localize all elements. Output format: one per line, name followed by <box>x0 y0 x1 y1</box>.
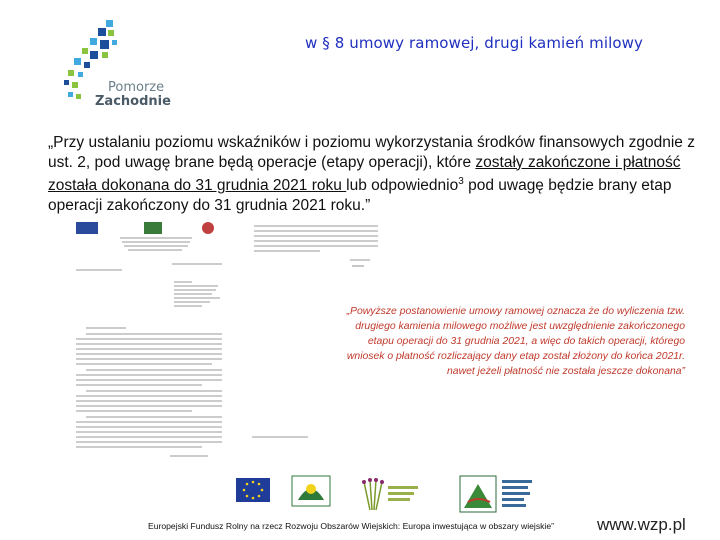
eu-flag-logo <box>236 478 270 502</box>
krajowa-siec-obszarow-wiejskich-logo <box>362 478 418 510</box>
logo-text-bottom: Zachodnie <box>95 94 171 109</box>
prow-2014-2020-logo <box>460 476 532 512</box>
quote-underlined-text: zostały zakończone i płatność została dokonana do 31 grudnia 2021 roku <box>48 153 681 195</box>
footer-logos <box>232 472 562 518</box>
leader-logo <box>292 476 330 506</box>
footnote-marker: 3 <box>458 176 464 187</box>
quote-text-2: lub odpowiednio <box>346 177 459 195</box>
quote-paragraph <box>48 133 700 215</box>
prow-mini-icon <box>144 222 162 234</box>
footer-funding-text: Europejski Fundusz Rolny na rzecz Rozwoju Obszarów Wiejskich: Europa inwestująca w obszary wiejskie” <box>148 521 554 531</box>
website-link[interactable]: www.wzp.pl <box>597 515 686 534</box>
slide-title: w § 8 umowy ramowej, drugi kamień milowy <box>305 34 643 52</box>
document-thumbnail-fragment <box>250 222 380 272</box>
logo-text-top: Pomorze <box>108 80 165 95</box>
document-thumbnail-letter <box>62 218 232 463</box>
eu-flag-mini-icon <box>76 222 98 234</box>
quote-text-3: pod uwagę będzie brany etap operacji zakończony do 31 grudnia 2021 roku.” <box>48 177 672 214</box>
quote-text-1: „Przy ustalaniu poziomu wskaźników i poziomu wykorzystania środków finansowych zgodnie z ust. 2, pod uwagę brane będą operacje (etapy operacji), które <box>48 134 695 171</box>
emblem-mini-icon <box>202 222 214 234</box>
callout-text: „Powyższe postanowienie umowy ramowej oznacza że do wyliczenia tzw. drugiego kamienia milowego możliwe jest uwzględnienie zakończonego etapu operacji do 31 grudnia 2021, a więc do takich operacji, którego wniosek o płatność rozliczający dany etap został złożony do końca 2021r. nawet jeżeli płatność nie została jeszcze dokonana” <box>346 306 685 377</box>
document-thumbnail-note <box>250 430 310 444</box>
